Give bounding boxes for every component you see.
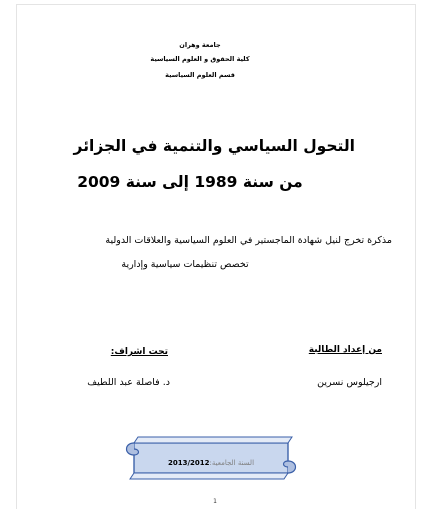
department-name: قسم العلوم السياسية	[165, 71, 235, 79]
scroll-body	[134, 443, 288, 473]
page-number: 1	[213, 498, 217, 505]
academic-year-label: السنة الجامعية:	[209, 459, 255, 467]
academic-year-scroll	[120, 433, 302, 483]
scroll-bottom-roll	[130, 473, 288, 479]
student-name: ارجيلوس نسرين	[317, 377, 382, 388]
student-label: من إعداد الطالبة	[308, 345, 382, 355]
thesis-title-line-1: التحول السياسي والتنمية في الجزائر	[73, 137, 355, 155]
scroll-top-roll	[134, 437, 292, 443]
faculty-name: كلية الحقوق و العلوم السياسية	[150, 55, 250, 63]
scroll-banner-icon	[120, 433, 302, 483]
university-name: جامعة وهران	[179, 41, 221, 49]
academic-year-value: 2013/2012	[167, 459, 210, 467]
thesis-title-line-2: من سنة 1989 إلى سنة 2009	[77, 173, 303, 191]
supervisor-name: د. فاصلة عبد اللطيف	[87, 377, 170, 388]
supervisor-label: تحت اشراف:	[110, 347, 168, 357]
thesis-statement: مذكرة تخرج لنيل شهادة الماجستير في العلوم السياسية والعلاقات الدولية	[105, 235, 392, 246]
academic-year	[140, 459, 282, 467]
specialization: تخصص تنظيمات سياسية وإدارية	[121, 259, 249, 270]
